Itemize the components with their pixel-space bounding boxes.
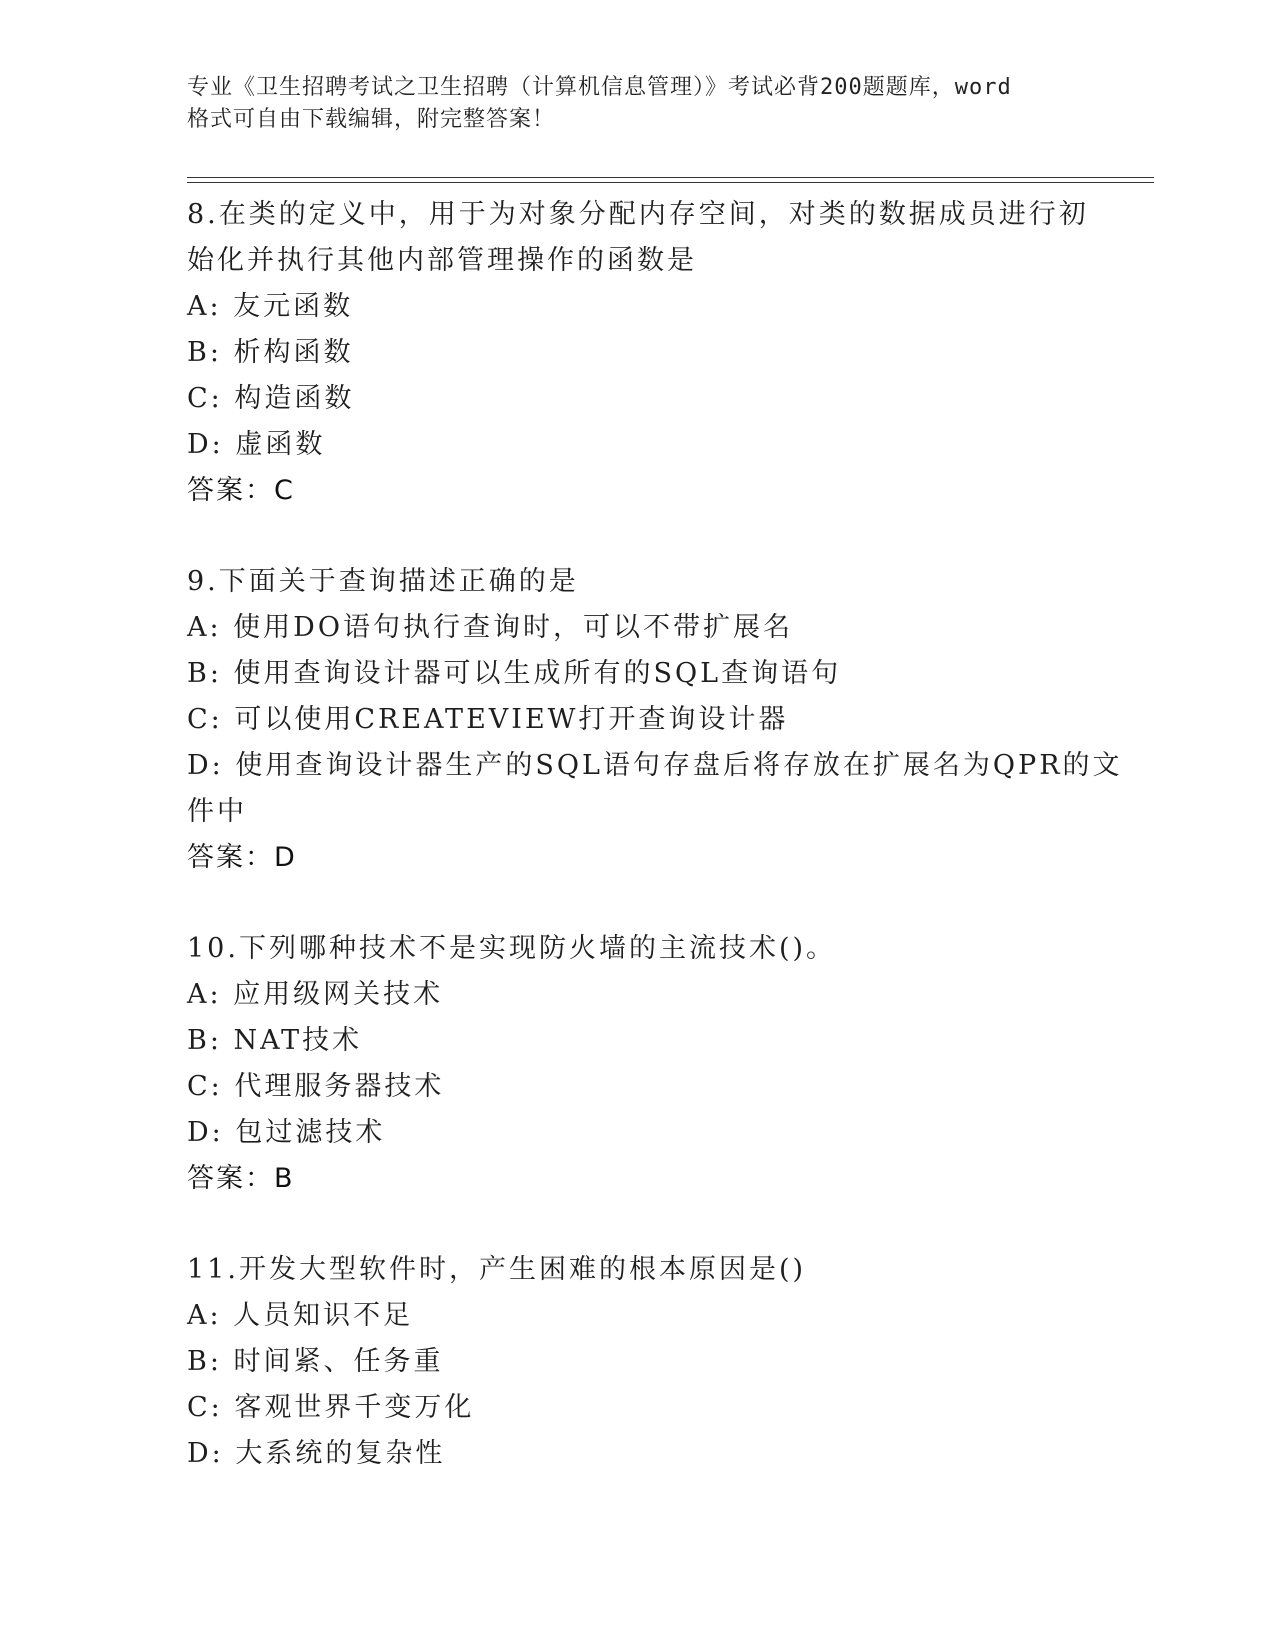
header-title-line-1: 专业《卫生招聘考试之卫生招聘（计算机信息管理）》考试必背200题题库，word <box>187 75 1012 100</box>
document-header <box>187 72 1087 136</box>
header-divider-bottom <box>187 182 1154 183</box>
question-block <box>187 192 1087 514</box>
question-stem-line: 9.下面关于查询描述正确的是 <box>187 566 579 597</box>
answer-option-line: C: 构造函数 <box>187 383 355 414</box>
question-block <box>187 559 1123 881</box>
answer-option-line: D: 大系统的复杂性 <box>187 1438 446 1469</box>
question-list <box>187 192 1123 1522</box>
question-stem-line: 10.下列哪种技术不是实现防火墙的主流技术()。 <box>187 933 837 964</box>
correct-answer: 答案：D <box>187 842 297 873</box>
header-divider-top <box>187 177 1154 178</box>
answer-option-line: A: 应用级网关技术 <box>187 979 444 1010</box>
answer-option-line: 件中 <box>187 796 247 827</box>
answer-option-line: A: 人员知识不足 <box>187 1300 414 1331</box>
answer-option-line: B: 使用查询设计器可以生成所有的SQL查询语句 <box>187 658 842 689</box>
answer-option-line: C: 代理服务器技术 <box>187 1071 445 1102</box>
answer-option-line: B: NAT技术 <box>187 1025 363 1056</box>
question-stem-line: 11.开发大型软件时，产生困难的根本原因是() <box>187 1254 807 1285</box>
answer-option-line: A: 使用DO语句执行查询时，可以不带扩展名 <box>187 612 793 643</box>
question-block <box>187 1247 1087 1477</box>
answer-option-line: A: 友元函数 <box>187 291 354 322</box>
answer-option-line: D: 虚函数 <box>187 429 326 460</box>
answer-option-line: D: 使用查询设计器生产的SQL语句存盘后将存放在扩展名为QPR的文 <box>187 750 1123 781</box>
answer-option-line: B: 析构函数 <box>187 337 354 368</box>
header-title-line-2: 格式可自由下载编辑，附完整答案！ <box>187 107 556 132</box>
answer-option-line: D: 包过滤技术 <box>187 1117 386 1148</box>
correct-answer: 答案：B <box>187 1163 295 1194</box>
correct-answer: 答案：C <box>187 475 295 506</box>
question-stem-line: 8.在类的定义中，用于为对象分配内存空间，对类的数据成员进行初 <box>187 199 1089 230</box>
question-stem-line: 始化并执行其他内部管理操作的函数是 <box>187 245 697 276</box>
answer-option-line: B: 时间紧、任务重 <box>187 1346 444 1377</box>
answer-option-line: C: 可以使用CREATEVIEW打开查询设计器 <box>187 704 789 735</box>
question-block <box>187 926 1087 1202</box>
answer-option-line: C: 客观世界千变万化 <box>187 1392 475 1423</box>
